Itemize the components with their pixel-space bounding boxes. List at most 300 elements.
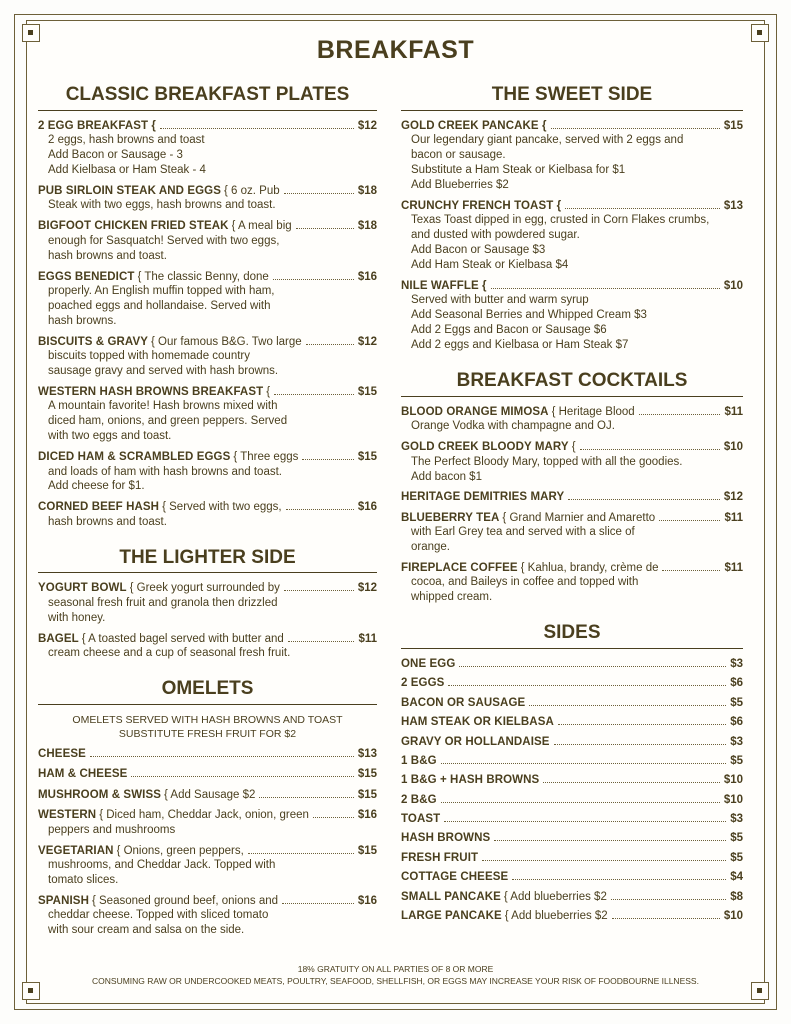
menu-item-name: CHEESE: [38, 748, 86, 761]
menu-item-description-line: hash browns and toast.: [48, 515, 167, 528]
menu-item-price: $13: [357, 748, 377, 761]
menu-item: [401, 909, 743, 923]
menu-item-head: [38, 450, 377, 464]
menu-item-description-line: and loads of ham with hash browns and toast.: [48, 465, 282, 478]
menu-item-name: GOLD CREEK PANCAKE {: [401, 119, 547, 132]
menu-item-name: TOAST: [401, 813, 441, 826]
leader-dots: [441, 762, 727, 764]
menu-item-price: $16: [357, 501, 377, 514]
menu-item-description-line: poached eggs and hollandaise. Served with: [48, 299, 271, 312]
menu-item-head: [401, 735, 743, 749]
menu-item: [38, 219, 377, 263]
leader-dots: [659, 519, 720, 521]
menu-item: [401, 735, 743, 749]
menu-item-inline-desc: { Kahlua, brandy, crème de: [520, 562, 659, 575]
menu-item-description-line: Add cheese for $1.: [48, 480, 145, 493]
leader-dots: [494, 839, 726, 841]
section-title-sides: SIDES: [543, 622, 601, 644]
menu-item-description-line: peppers and mushrooms: [48, 823, 176, 836]
menu-item-head: [38, 119, 377, 133]
menu-item-price: $5: [730, 832, 743, 845]
menu-item-description: [38, 908, 377, 938]
menu-item: [401, 676, 743, 690]
menu-item-inline-desc: { Diced ham, Cheddar Jack, onion, green: [99, 809, 309, 822]
menu-item-price: $15: [357, 844, 377, 857]
menu-item-description-line: cheddar cheese. Topped with sliced tomato: [48, 909, 269, 922]
menu-item-head: [401, 657, 743, 671]
menu-item-description-line: hash browns and toast.: [48, 249, 167, 262]
menu-item-price: $10: [723, 441, 743, 454]
menu-item-description-line: cream cheese and a cup of seasonal fresh fruit.: [48, 647, 291, 660]
omelets-note-line2: SUBSTITUTE FRESH FRUIT FOR $2: [118, 727, 297, 740]
menu-item-description-line: cocoa, and Baileys in coffee and topped with: [411, 576, 639, 589]
divider: [38, 572, 377, 573]
menu-item-head: [401, 831, 743, 845]
menu-item: [401, 119, 743, 193]
menu-item-inline-desc: { Our famous B&G. Two large: [151, 335, 302, 348]
menu-item-head: [38, 632, 377, 646]
menu-item: [401, 696, 743, 710]
menu-item-inline-desc: { The classic Benny, done: [137, 270, 269, 283]
corner-ornament-top-right: [751, 24, 769, 42]
section-items-lighter: [38, 581, 377, 661]
menu-item-description: [38, 284, 377, 329]
section-title-classic: CLASSIC BREAKFAST PLATES: [65, 84, 350, 105]
menu-item-name: BACON OR SAUSAGE: [401, 696, 526, 709]
divider: [401, 110, 743, 111]
menu-item: [38, 632, 377, 661]
menu-item-description-line: Add Blueberries $2: [411, 178, 509, 191]
menu-item-description-line: A mountain favorite! Hash browns mixed with: [48, 400, 278, 413]
omelets-note: [38, 713, 377, 741]
menu-item-name: BLUEBERRY TEA: [401, 511, 500, 524]
menu-item-name: YOGURT BOWL: [38, 582, 127, 595]
menu-item-head: [401, 870, 743, 884]
menu-item-price: $10: [723, 909, 743, 922]
menu-item-price: $15: [357, 768, 377, 781]
menu-item-price: $12: [357, 335, 377, 348]
menu-item-description-line: whipped cream.: [411, 591, 493, 604]
menu-item-head: [401, 199, 743, 213]
menu-item: [401, 890, 743, 904]
menu-item-description: [401, 419, 743, 434]
menu-item-price: $10: [723, 280, 743, 292]
leader-dots: [284, 192, 354, 194]
menu-item-price: $15: [357, 451, 377, 464]
menu-columns: [38, 73, 753, 944]
menu-item-head: [38, 219, 377, 233]
menu-item-price: $5: [730, 696, 743, 709]
menu-item-name: HAM STEAK OR KIELBASA: [401, 716, 554, 729]
menu-item-price: $15: [357, 385, 377, 398]
menu-item: [401, 511, 743, 555]
menu-item-head: [401, 440, 743, 454]
menu-item-description-line: properly. An English muffin topped with ham,: [48, 284, 275, 297]
footer-gratuity: 18% GRATUITY ON ALL PARTIES OF 8 OR MORE: [297, 963, 494, 974]
menu-item-description: [38, 465, 377, 495]
menu-item-description-line: Add 2 eggs and Kielbasa or Ham Steak $7: [411, 339, 629, 352]
menu-item: [401, 793, 743, 807]
menu-item-description-line: Add Kielbasa or Ham Steak - 4: [48, 164, 206, 176]
leader-dots: [302, 458, 353, 460]
menu-item-price: $10: [723, 793, 743, 806]
menu-item-head: [38, 335, 377, 349]
menu-item-head: [38, 808, 377, 822]
menu-item-description: [401, 213, 743, 273]
menu-item-name: 2 EGG BREAKFAST {: [38, 119, 156, 132]
menu-item-description: [401, 525, 743, 555]
menu-item-head: [401, 890, 743, 904]
footer-notes: [38, 963, 753, 989]
menu-item-name: COTTAGE CHEESE: [401, 871, 509, 884]
menu-item-name: HERITAGE DEMITRIES MARY: [401, 491, 565, 504]
menu-item: [38, 767, 377, 781]
menu-item-name: HASH BROWNS: [401, 832, 491, 845]
menu-item-inline-desc: { Heritage Blood: [551, 405, 635, 418]
menu-item-name: BIGFOOT CHICKEN FRIED STEAK: [38, 220, 229, 233]
menu-item: [38, 119, 377, 178]
menu-item-name: SPANISH: [38, 894, 89, 907]
menu-item-price: $13: [723, 199, 743, 212]
menu-item-description-line: mushrooms, and Cheddar Jack. Topped with: [48, 858, 276, 871]
menu-item-head: [401, 279, 743, 293]
menu-item-description-line: Add Seasonal Berries and Whipped Cream $3: [411, 309, 647, 322]
menu-item-description-line: diced ham, onions, and green peppers. Served: [48, 415, 288, 428]
menu-item: [401, 440, 743, 484]
menu-item-price: $5: [730, 851, 743, 864]
menu-item: [401, 561, 743, 605]
corner-ornament-bottom-right: [751, 982, 769, 1000]
menu-item: [38, 500, 377, 529]
footer-disclaimer: CONSUMING RAW OR UNDERCOOKED MEATS, POULTRY, SEAFOOD, SHELLFISH, OR EGGS MAY INCREASE YOUR RISK OF FOODBOURNE ILLNESS.: [92, 976, 699, 987]
menu-item: [401, 831, 743, 845]
menu-item-description: [38, 515, 377, 530]
menu-item-description: [38, 596, 377, 626]
leader-dots: [459, 665, 726, 667]
menu-item-head: [401, 405, 743, 419]
menu-item-name: EGGS BENEDICT: [38, 270, 135, 283]
section-items-sweet: [401, 119, 743, 353]
menu-item-price: $8: [730, 890, 743, 903]
menu-item-head: [38, 500, 377, 514]
menu-item-name: DICED HAM & SCRAMBLED EGGS: [38, 451, 231, 464]
menu-item-inline-desc: { Add blueberries $2: [504, 909, 608, 922]
menu-item-head: [38, 385, 377, 399]
leader-dots: [580, 448, 720, 450]
menu-item-inline-desc: { Three eggs: [233, 451, 299, 464]
divider: [38, 110, 377, 111]
menu-item: [401, 754, 743, 768]
menu-item-description: [38, 234, 377, 264]
menu-item-price: $12: [723, 491, 743, 504]
menu-item: [38, 788, 377, 802]
menu-item-price: $16: [357, 894, 377, 907]
divider: [38, 704, 377, 705]
menu-item-price: $11: [724, 511, 743, 524]
menu-item: [38, 808, 377, 837]
leader-dots: [441, 801, 720, 803]
menu-item-description-line: with honey.: [48, 611, 106, 624]
menu-item-description-line: The Perfect Bloody Mary, topped with all the goodies.: [411, 455, 683, 468]
menu-item-inline-desc: { Grand Marnier and Amaretto: [502, 511, 656, 524]
section-items-classic: [38, 119, 377, 530]
leader-dots: [286, 508, 354, 510]
menu-item: [38, 844, 377, 888]
leader-dots: [282, 902, 354, 904]
menu-item-description-line: with sour cream and salsa on the side.: [48, 924, 245, 937]
menu-item-head: [401, 715, 743, 729]
leader-dots: [491, 287, 720, 289]
section-items-omelets: [38, 747, 377, 938]
leader-dots: [639, 413, 721, 415]
leader-dots: [160, 127, 354, 129]
leader-dots: [248, 852, 354, 854]
divider: [401, 396, 743, 397]
menu-item-name: CORNED BEEF HASH: [38, 501, 160, 514]
menu-item-head: [401, 490, 743, 504]
menu-item-name: PUB SIRLOIN STEAK AND EGGS: [38, 184, 221, 197]
menu-item-name: SMALL PANCAKE: [401, 890, 501, 903]
menu-item: [401, 199, 743, 273]
menu-item: [401, 812, 743, 826]
menu-item-description: [38, 823, 377, 838]
section-title-sweet: THE SWEET SIDE: [491, 84, 653, 105]
divider: [401, 648, 743, 649]
menu-item-name: BISCUITS & GRAVY: [38, 335, 149, 348]
menu-item-price: $3: [730, 813, 743, 826]
menu-item: [38, 894, 377, 938]
menu-item: [38, 581, 377, 625]
menu-item-name: HAM & CHEESE: [38, 768, 128, 781]
menu-item-name: VEGETARIAN: [38, 844, 114, 857]
menu-item-inline-desc: { A toasted bagel served with butter and: [81, 632, 284, 645]
menu-item-head: [401, 754, 743, 768]
menu-item-head: [401, 812, 743, 826]
menu-item-name: 2 B&G: [401, 793, 437, 806]
menu-item: [401, 657, 743, 671]
leader-dots: [662, 569, 720, 571]
menu-item-description-line: orange.: [411, 541, 451, 554]
menu-item-head: [401, 793, 743, 807]
menu-item: [401, 279, 743, 353]
menu-item-price: $6: [730, 677, 743, 690]
leader-dots: [529, 704, 726, 706]
leader-dots: [551, 127, 720, 129]
menu-item: [38, 270, 377, 329]
menu-item-description-line: Add bacon $1: [411, 470, 482, 483]
menu-item-inline-desc: { Greek yogurt surrounded by: [129, 582, 280, 595]
menu-item-description: [38, 198, 377, 213]
menu-item-name: 1 B&G: [401, 754, 437, 767]
leader-dots: [568, 498, 720, 500]
menu-item-head: [401, 119, 743, 133]
menu-item: [401, 715, 743, 729]
leader-dots: [296, 227, 354, 229]
leader-dots: [448, 684, 726, 686]
menu-item-head: [401, 773, 743, 787]
leader-dots: [482, 859, 726, 861]
page-title: BREAKFAST: [316, 36, 475, 64]
menu-item-description-line: Add Ham Steak or Kielbasa $4: [411, 259, 569, 272]
menu-item-name: MUSHROOM & SWISS: [38, 788, 161, 801]
leader-dots: [273, 278, 354, 280]
menu-item-description-line: enough for Sasquatch! Served with two eggs,: [48, 234, 280, 247]
menu-item: [38, 450, 377, 494]
menu-item-description-line: Texas Toast dipped in egg, crusted in Corn Flakes crumbs,: [411, 214, 710, 227]
menu-item-head: [38, 270, 377, 284]
menu-item-price: $10: [723, 774, 743, 787]
leader-dots: [90, 755, 354, 757]
menu-item-price: $15: [357, 788, 377, 801]
leader-dots: [288, 640, 355, 642]
leader-dots: [131, 775, 353, 777]
menu-item-price: $16: [357, 270, 377, 283]
menu-item-description: [38, 133, 377, 178]
menu-item-name: WESTERN: [38, 809, 97, 822]
menu-item-description-line: Add Bacon or Sausage - 3: [48, 149, 183, 162]
menu-item-name: WESTERN HASH BROWNS BREAKFAST: [38, 385, 264, 398]
menu-item-head: [401, 909, 743, 923]
right-column: [383, 73, 743, 944]
menu-item-price: $11: [724, 405, 743, 418]
leader-dots: [512, 878, 726, 880]
menu-item: [401, 490, 743, 504]
menu-item-name: NILE WAFFLE {: [401, 280, 487, 292]
menu-item-inline-desc: { 6 oz. Pub: [224, 184, 280, 197]
menu-item-inline-desc: { Onions, green peppers,: [116, 844, 244, 857]
menu-item-inline-desc: { Seasoned ground beef, onions and: [91, 894, 279, 907]
menu-item-price: $11: [358, 632, 377, 645]
menu-item-head: [401, 561, 743, 575]
menu-item-head: [38, 581, 377, 595]
leader-dots: [611, 898, 726, 900]
menu-item-head: [38, 184, 377, 198]
menu-item-name: 2 EGGS: [401, 677, 445, 690]
leader-dots: [543, 781, 719, 783]
menu-item: [38, 385, 377, 444]
menu-item-description: [38, 399, 377, 444]
menu-item-description: [401, 293, 743, 353]
menu-item-description-line: bacon or sausage.: [411, 149, 506, 162]
menu-item-description: [38, 858, 377, 888]
menu-item-description-line: Steak with two eggs, hash browns and toast.: [48, 199, 276, 212]
menu-item-description-line: seasonal fresh fruit and granola then drizzled: [48, 596, 278, 609]
menu-item-price: $11: [724, 562, 743, 575]
menu-item-head: [38, 788, 377, 802]
menu-item: [401, 773, 743, 787]
menu-item-head: [38, 747, 377, 761]
menu-item-description-line: Add 2 Eggs and Bacon or Sausage $6: [411, 324, 607, 337]
leader-dots: [313, 816, 354, 818]
menu-item-description: [38, 349, 377, 379]
menu-item-inline-desc: { A meal big: [231, 220, 292, 233]
section-items-sides: [401, 657, 743, 923]
menu-item-inline-desc: { Add blueberries $2: [503, 890, 607, 903]
menu-item-name: GOLD CREEK BLOODY MARY: [401, 441, 569, 454]
menu-item-inline-desc: { Served with two eggs,: [162, 501, 282, 514]
menu-item-name: CRUNCHY FRENCH TOAST {: [401, 199, 562, 212]
menu-item: [401, 870, 743, 884]
menu-item: [401, 405, 743, 434]
menu-item-description: [38, 646, 377, 661]
menu-item-price: $6: [730, 716, 743, 729]
menu-item-price: $16: [357, 809, 377, 822]
menu-item-price: $3: [730, 658, 743, 671]
menu-item-description-line: Orange Vodka with champagne and OJ.: [411, 420, 615, 433]
leader-dots: [612, 917, 720, 919]
menu-item-name: BLOOD ORANGE MIMOSA: [401, 405, 549, 418]
left-column: [38, 73, 383, 944]
menu-item-price: $12: [357, 582, 377, 595]
menu-item-price: $3: [730, 735, 743, 748]
menu-item-name: FIREPLACE COFFEE: [401, 562, 518, 575]
menu-item-name: 1 B&G + HASH BROWNS: [401, 774, 540, 787]
menu-item-head: [401, 511, 743, 525]
menu-item-description-line: Substitute a Ham Steak or Kielbasa for $1: [411, 164, 626, 176]
menu-item-name: BAGEL: [38, 632, 79, 645]
menu-item-inline-desc: { Add Sausage $2: [164, 788, 256, 801]
menu-item-head: [401, 696, 743, 710]
menu-item-name: GRAVY OR HOLLANDAISE: [401, 735, 550, 748]
leader-dots: [284, 589, 354, 591]
menu-item: [401, 851, 743, 865]
section-items-cocktails: [401, 405, 743, 605]
menu-item-description-line: 2 eggs, hash browns and toast: [48, 134, 205, 147]
menu-item-description: [401, 133, 743, 193]
section-title-cocktails: BREAKFAST COCKTAILS: [456, 370, 688, 392]
menu-item-description-line: hash browns.: [48, 314, 117, 327]
menu-item-description-line: with two eggs and toast.: [48, 430, 172, 443]
menu-item-description-line: sausage gravy and served with hash browns.: [48, 365, 279, 377]
menu-item: [38, 335, 377, 379]
menu-item-description-line: tomato slices.: [48, 873, 119, 886]
menu-item-description-line: with Earl Grey tea and served with a slice of: [411, 526, 635, 539]
menu-item: [38, 747, 377, 761]
menu-item-price: $12: [357, 119, 377, 132]
menu-item-name: ONE EGG: [401, 658, 456, 671]
menu-item-description-line: and dusted with powdered sugar.: [411, 229, 580, 242]
section-title-lighter: THE LIGHTER SIDE: [119, 546, 296, 568]
leader-dots: [444, 820, 726, 822]
menu-item-description-line: Served with butter and warm syrup: [411, 294, 589, 307]
menu-item-price: $18: [357, 184, 377, 197]
menu-item-price: $4: [730, 871, 743, 884]
leader-dots: [274, 393, 354, 395]
section-title-omelets: OMELETS: [161, 678, 254, 699]
menu-item-head: [401, 676, 743, 690]
menu-item-description: [401, 455, 743, 485]
menu-item-description-line: Our legendary giant pancake, served with 2 eggs and: [411, 134, 684, 147]
leader-dots: [565, 207, 720, 209]
menu-item-price: $18: [357, 220, 377, 233]
leader-dots: [554, 743, 727, 745]
omelets-note-line1: OMELETS SERVED WITH HASH BROWNS AND TOAST: [72, 713, 343, 726]
menu-item-price: $15: [723, 119, 743, 132]
leader-dots: [558, 723, 726, 725]
menu-item-inline-desc: {: [266, 385, 271, 398]
menu-item-description-line: biscuits topped with homemade country: [48, 350, 250, 363]
menu-item-price: $5: [730, 754, 743, 767]
leader-dots: [306, 343, 354, 345]
menu-item-description: [401, 575, 743, 605]
menu-item-head: [38, 844, 377, 858]
leader-dots: [259, 796, 353, 798]
menu-item-inline-desc: {: [571, 441, 576, 454]
menu-item-name: LARGE PANCAKE: [401, 909, 502, 922]
menu-content: [38, 24, 753, 1000]
menu-item-head: [38, 894, 377, 908]
menu-item-head: [38, 767, 377, 781]
